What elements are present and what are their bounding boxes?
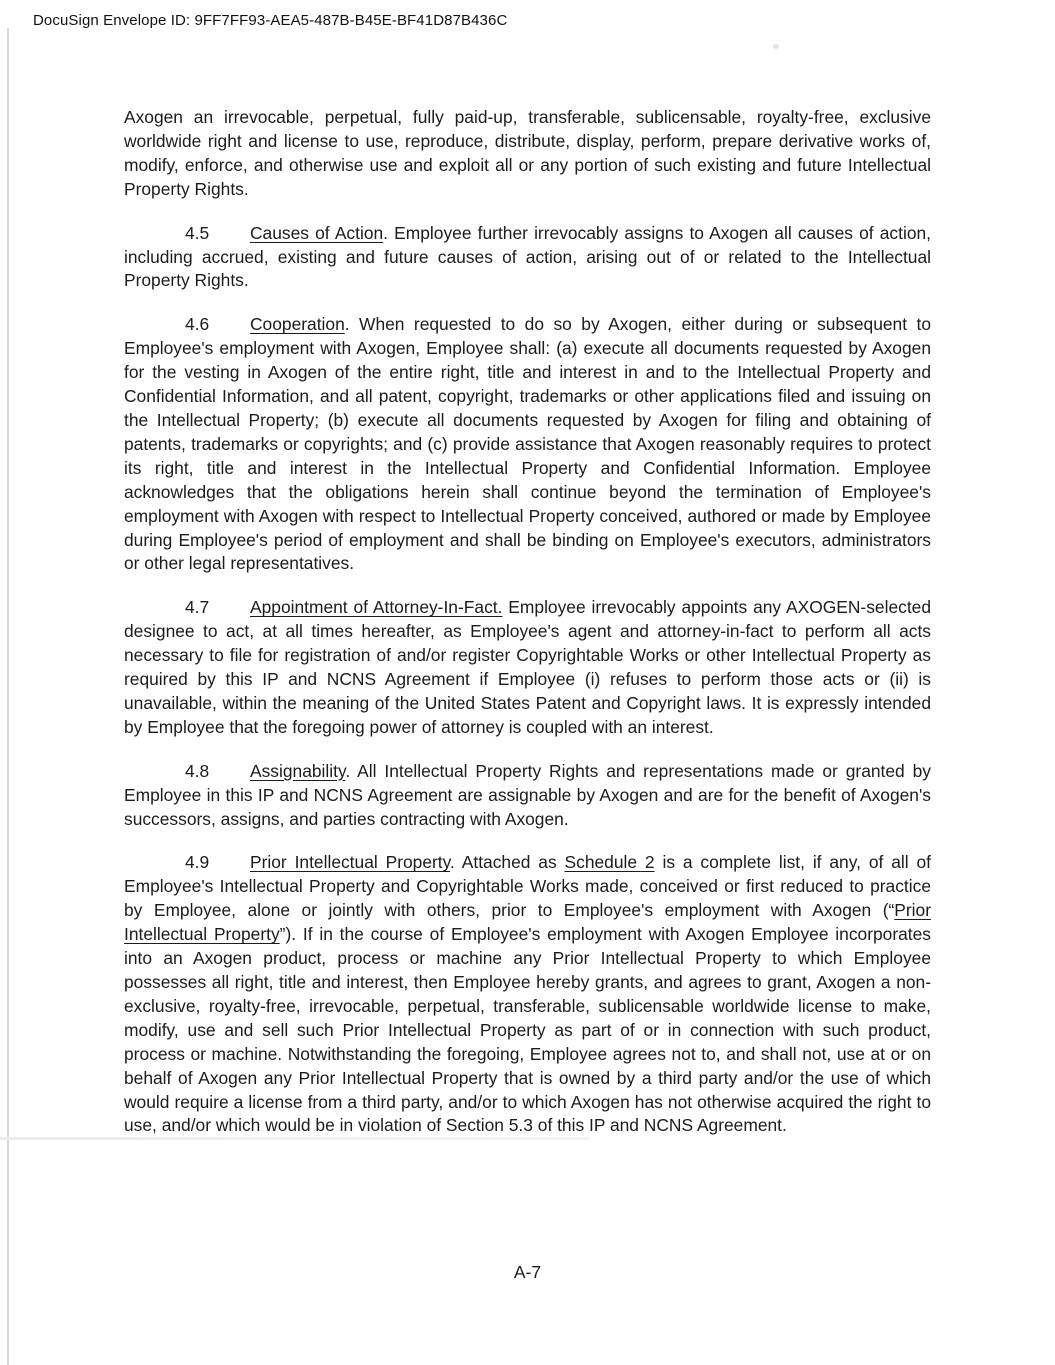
section-heading: Assignability bbox=[250, 760, 346, 781]
section-heading: Appointment of Attorney-In-Fact. bbox=[250, 597, 503, 618]
section-body: Employee irrevocably appoints any AXOGEN-selected designee to act, at all times hereafter, as Employee's agent and attorney-in-fact to perform all acts necessary to file for registration of and/or register Copyrightable Works or other Intellectual Property as required by this IP and NCNS Agreement if Employee (i) refuses to perform those acts or (ii) is unavailable, within the meaning of the United States Patent and Copyright laws. It is expressly intended by Employee that the foregoing power of attorney is coupled with an interest. bbox=[124, 597, 931, 737]
document-body bbox=[124, 106, 931, 1158]
section-body: . All Intellectual Property Rights and representations made or granted by Employee in this IP and NCNS Agreement are assignable by Axogen and are for the benefit of Axogen's successors, assigns, and parties contracting with Axogen. bbox=[124, 760, 931, 829]
section-number: 4.5 bbox=[185, 222, 210, 243]
section-body: . Employee further irrevocably assigns to Axogen all causes of action, including accrued, existing and future causes of action, arising out of or related to the Intellectual Property Rights. bbox=[124, 222, 931, 291]
section-number: 4.9 bbox=[185, 852, 210, 873]
section-body: . When requested to do so by Axogen, either during or subsequent to Employee's employment with Axogen, Employee shall: (a) execute all documents requested by Axogen for the vesting in Axogen of the entire right, title and interest in and to the Intellectual Property and Confidential Information, and all patent, copyright, trademarks or other applications filed and issuing on the Intellectual Property; (b) execute all documents requested by Axogen for filing and obtaining of patents, trademarks or copyrights; and (c) provide assistance that Axogen reasonably requires to protect its right, title and interest in the Intellectual Property and Confidential Information. Employee acknowledges that the obligations herein shall continue beyond the termination of Employee's employment with Axogen with respect to Intellectual Property conceived, authored or made by Employee during Employee's period of employment and shall be binding on Employee's executors, administrators or other legal representatives. bbox=[124, 314, 931, 574]
scan-artifact-left-line bbox=[7, 28, 9, 1365]
section-number: 4.6 bbox=[185, 314, 210, 335]
section-4-7 bbox=[124, 596, 931, 739]
docusign-envelope-id: DocuSign Envelope ID: 9FF7FF93-AEA5-487B-B45E-BF41D87B436C bbox=[33, 12, 508, 29]
continuation-paragraph: Axogen an irrevocable, perpetual, fully paid-up, transferable, sublicensable, royalty-free, exclusive worldwide right and license to use, reproduce, distribute, display, perform, prepare derivative works of, modify, enforce, and otherwise use and exploit all or any portion of such existing and future Intellectual Property Rights. bbox=[124, 107, 931, 199]
section-number: 4.8 bbox=[185, 760, 210, 781]
section-4-8 bbox=[124, 760, 931, 832]
section-4-5 bbox=[124, 222, 931, 294]
section-4-6 bbox=[124, 313, 931, 576]
section-4-9 bbox=[124, 851, 931, 1138]
section-heading: Cooperation bbox=[250, 314, 345, 335]
scan-artifact-dot bbox=[773, 44, 779, 49]
section-heading: Causes of Action bbox=[250, 222, 384, 243]
section-number: 4.7 bbox=[185, 597, 210, 618]
page-number: A-7 bbox=[513, 1262, 542, 1282]
section-body: . Attached as Schedule 2 is a complete list, if any, of all of Employee's Intellectual Property and Copyrightable Works made, conceived or first reduced to practice by Employee, alone or jointly with others, prior to Employee's employment with Axogen (“Prior Intellectual Property”). If in the course of Employee's employment with Axogen Employee incorporates into an Axogen product, process or machine any Prior Intellectual Property to which Employee possesses all right, title and interest, then Employee hereby grants, and agrees to grant, Axogen a non-exclusive, royalty-free, irrevocable, perpetual, transferable, sublicensable worldwide license to make, modify, use and sell such Prior Intellectual Property as part of or in connection with such product, process or machine. Notwithstanding the foregoing, Employee agrees not to, and shall not, use at or on behalf of Axogen any Prior Intellectual Property that is owned by a third party and/or the use of which would require a license from a third party, and/or to which Axogen has not otherwise acquired the right to use, and/or which would be in violation of Section 5.3 of this IP and NCNS Agreement. bbox=[124, 852, 931, 1136]
section-heading: Prior Intellectual Property bbox=[250, 852, 451, 873]
